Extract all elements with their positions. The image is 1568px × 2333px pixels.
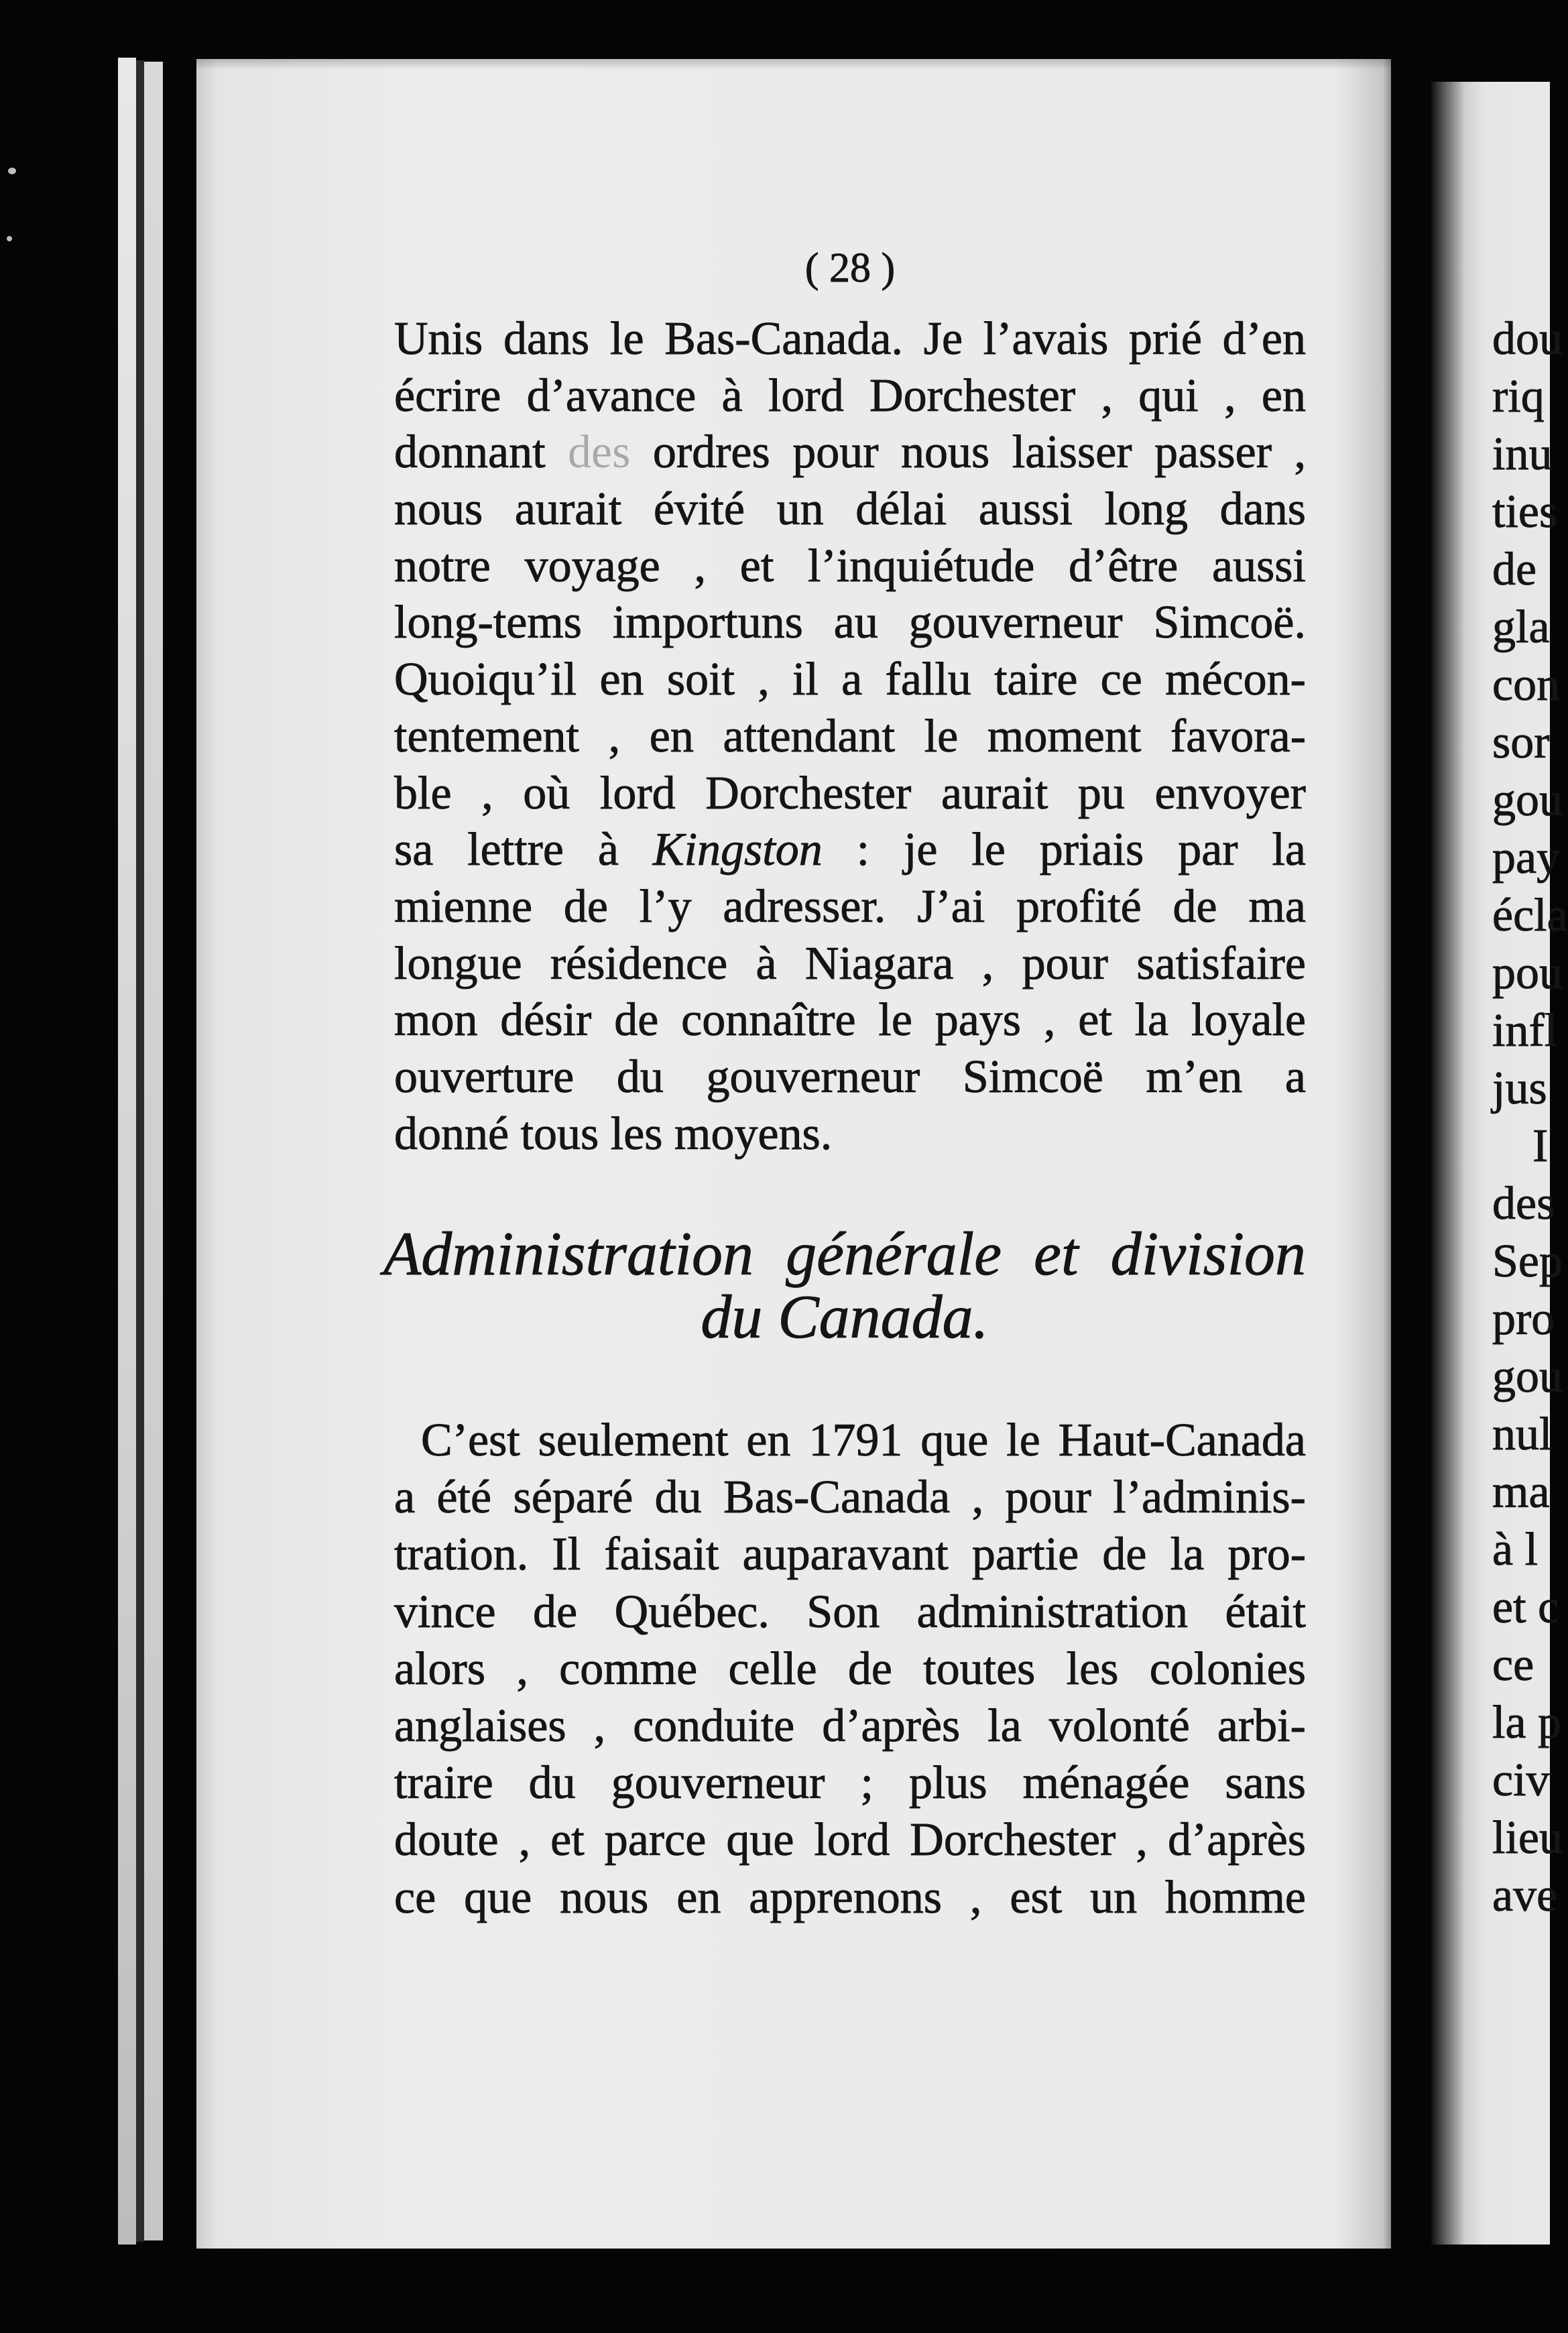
cut-off-text-line: gla <box>1492 601 1550 653</box>
text-line: ble , où lord Dorchester aurait pu envoyer <box>394 767 1306 819</box>
cut-off-text-line: des <box>1492 1178 1555 1230</box>
cut-off-text-line: ties <box>1492 486 1558 538</box>
cut-off-text-line: nul <box>1492 1409 1553 1460</box>
text-line <box>394 822 1306 879</box>
page-number: ( 28 ) <box>804 245 896 291</box>
cut-off-text-column <box>1492 310 1568 1925</box>
cut-off-text-line: la p <box>1492 1697 1562 1748</box>
text-run: donnant <box>394 426 568 479</box>
heading-line: du Canada. <box>701 1282 989 1351</box>
text-line: nous aurait évité un délai aussi long dans <box>394 483 1306 536</box>
text-line: ce que nous en apprenons , est un homme <box>394 1871 1306 1923</box>
section-heading <box>383 1219 1306 1351</box>
paragraph <box>394 1412 1306 1926</box>
text-line <box>394 424 1306 481</box>
scan-speck <box>8 168 16 174</box>
text-run: sa lettre à <box>394 824 653 876</box>
cut-off-text-line: ave <box>1492 1870 1558 1921</box>
text-line: mon désir de connaître le pays , et la loyale <box>394 994 1306 1046</box>
book-page-edge-inner <box>144 62 163 2240</box>
cut-off-text-line: lieu <box>1492 1812 1563 1864</box>
cut-off-text-line: dou <box>1492 313 1563 365</box>
cut-off-text-line: inu <box>1492 428 1553 480</box>
cut-off-text-line: pou <box>1492 947 1563 999</box>
cut-off-text-line: infl <box>1492 1005 1558 1057</box>
text-line: C’est seulement en 1791 que le Haut-Canada <box>421 1415 1306 1466</box>
text-line: écrire d’avance à lord Dorchester , qui , en <box>394 369 1306 422</box>
text-line: long-tems importuns au gouverneur Simcoë. <box>394 597 1306 649</box>
scan-speck <box>7 236 12 241</box>
cut-off-text-line: riq <box>1492 371 1545 422</box>
cut-off-text-line: civ <box>1492 1754 1550 1806</box>
right-book-page-edge <box>1431 82 1568 2245</box>
text-line: mienne de l’y adresser. J’ai profité de ma <box>394 880 1306 933</box>
heading-line: Administration générale et division <box>383 1219 1306 1288</box>
left-book-page <box>196 59 1391 2249</box>
text-line: donné tous les moyens. <box>394 1108 833 1160</box>
book-page-edge-outer <box>118 58 136 2245</box>
text-line: doute , et parce que lord Dorchester , d’après <box>394 1814 1306 1866</box>
text-line: traire du gouverneur ; plus ménagée sans <box>394 1757 1306 1809</box>
cut-off-text-line: jus <box>1492 1063 1547 1114</box>
italic-place-name: Kingston <box>652 824 823 876</box>
text-run: ordres pour nous laisser passer , <box>630 426 1306 479</box>
cut-off-text-line: Sep <box>1492 1236 1563 1287</box>
cut-off-text-line: I <box>1532 1120 1549 1172</box>
cut-off-text-line: ce <box>1492 1639 1534 1691</box>
text-line: tentement , en attendant le moment favora- <box>394 710 1306 762</box>
cut-off-text-line: de <box>1492 544 1537 595</box>
text-line: anglaises , conduite d’après la volonté arbi- <box>394 1699 1306 1752</box>
text-line: a été séparé du Bas-Canada , pour l’adminis- <box>394 1472 1306 1524</box>
cut-off-text-line: ma <box>1492 1466 1550 1518</box>
cut-off-text-line: et c <box>1492 1581 1559 1633</box>
text-line: Unis dans le Bas-Canada. Je l’avais prié d’en <box>394 313 1306 365</box>
cut-off-text-line: gou <box>1492 1351 1563 1402</box>
text-line: tration. Il faisait auparavant partie de la pro- <box>394 1529 1306 1581</box>
text-line: Quoiqu’il en soit , il a fallu taire ce mécon- <box>394 654 1306 706</box>
cut-off-text-line: à l <box>1492 1524 1539 1575</box>
text-line: longue résidence à Niagara , pour satisfaire <box>394 937 1306 990</box>
cut-off-text-line: pro <box>1492 1293 1555 1345</box>
cut-off-text-line: con <box>1492 659 1561 711</box>
cut-off-text-line: gou <box>1492 774 1563 826</box>
text-run: : je le priais par la <box>822 824 1306 876</box>
paragraph-continued <box>394 311 1306 1162</box>
text-line: alors , comme celle de toutes les colonies <box>394 1642 1306 1695</box>
text-line: notre voyage , et l’inquiétude d’être aussi <box>394 540 1306 592</box>
text-line: vince de Québec. Son administration était <box>394 1586 1306 1638</box>
text-line: ouverture du gouverneur Simcoë m’en a <box>394 1051 1306 1103</box>
book-page-edge-gap <box>136 60 144 2242</box>
faded-word: des <box>568 426 631 479</box>
cut-off-text-line: écla <box>1492 890 1568 941</box>
cut-off-text-line: pay <box>1492 832 1561 884</box>
cut-off-text-line: sor <box>1492 717 1550 768</box>
